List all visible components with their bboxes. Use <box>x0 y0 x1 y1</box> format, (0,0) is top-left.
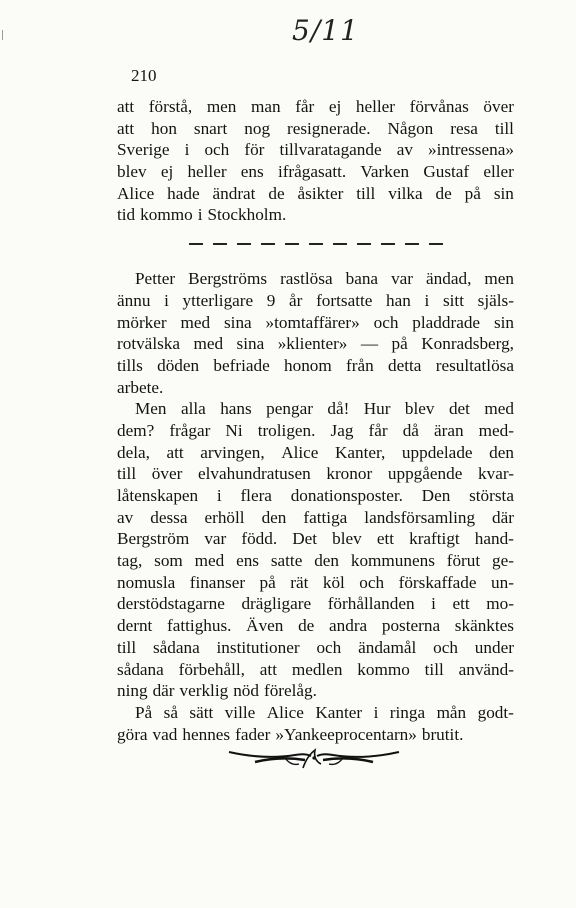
word: ge- <box>492 551 514 571</box>
word: den <box>314 551 340 571</box>
word: vilka <box>388 183 423 203</box>
word: får <box>368 420 388 440</box>
word: Gustaf <box>423 162 470 182</box>
word: Den <box>421 486 451 505</box>
word: själs- <box>477 290 514 310</box>
word: honom <box>284 355 332 375</box>
word: Alice <box>281 442 319 462</box>
word: heller <box>187 162 227 182</box>
word: donationsposter. <box>290 486 403 505</box>
word: över <box>151 464 183 484</box>
word: göra <box>117 724 148 744</box>
word: vad <box>152 724 178 744</box>
word: i <box>431 594 436 614</box>
word: arvingen, <box>200 442 265 462</box>
word: satte <box>270 551 303 571</box>
text-line <box>117 593 514 615</box>
word: att <box>117 118 135 138</box>
word: till <box>117 464 137 484</box>
word: hans <box>220 399 252 419</box>
word: och <box>359 572 385 592</box>
word: rotvälska <box>117 334 181 354</box>
text-line <box>117 463 514 485</box>
word: att <box>166 442 184 462</box>
word: verklig <box>179 681 229 701</box>
page-text <box>117 96 514 745</box>
text-line <box>117 485 514 507</box>
word: tid <box>117 205 136 225</box>
word: med <box>484 399 514 419</box>
word: född. <box>241 529 278 549</box>
word: sin <box>493 183 514 203</box>
word: dernt <box>117 616 153 636</box>
word: dessa <box>150 507 188 527</box>
word: kommo <box>140 205 193 225</box>
word: Kanter <box>315 702 363 722</box>
word: till <box>424 659 444 679</box>
word: alla <box>180 399 206 419</box>
word: Någon <box>387 118 434 138</box>
word: »tomtaffärer» <box>265 312 360 332</box>
word: sådana <box>117 659 164 679</box>
word: pengar <box>266 399 313 419</box>
word: sätt <box>189 702 214 722</box>
paragraph-3 <box>117 398 514 702</box>
word: förelåg. <box>263 681 317 701</box>
word: Det <box>292 529 318 549</box>
word: i <box>184 140 190 160</box>
word: i <box>373 702 379 722</box>
word: år <box>289 290 303 310</box>
word: i <box>424 290 430 310</box>
word: elvahundratusen <box>198 464 311 484</box>
word: i <box>216 486 222 505</box>
word: sina <box>236 334 265 354</box>
word: drägligare <box>241 594 312 614</box>
text-line <box>117 550 514 572</box>
word: skänktes <box>454 616 514 636</box>
word: Bergström <box>117 529 190 549</box>
word: Alice <box>117 183 155 203</box>
section-separator <box>117 230 514 258</box>
word: andra <box>329 616 368 636</box>
text-line <box>117 442 514 464</box>
word: detta <box>388 355 422 375</box>
word: snart <box>193 118 228 138</box>
word: sina <box>223 312 252 332</box>
word: fader <box>235 724 271 744</box>
word: kvar- <box>478 464 514 484</box>
word: för <box>244 140 265 160</box>
text-line <box>117 572 514 594</box>
word: nomusla <box>117 572 176 592</box>
word: låtenskapen <box>117 486 199 505</box>
word: förut <box>446 551 481 571</box>
word: över <box>483 97 514 116</box>
word: ifrågasatt. <box>277 162 347 182</box>
word: troligen. <box>257 420 316 440</box>
word: förskaffade <box>398 572 477 592</box>
word: ning <box>117 681 148 701</box>
word: till <box>117 637 137 657</box>
word: största <box>469 486 514 505</box>
word: ett <box>452 594 470 614</box>
word: de <box>435 183 452 203</box>
word: Men <box>135 399 167 419</box>
text-line <box>117 96 514 118</box>
word: och <box>373 312 399 332</box>
paragraph-4 <box>117 702 514 745</box>
word: un- <box>491 572 514 592</box>
text-line <box>117 702 514 724</box>
word: mörker <box>117 312 167 332</box>
word: heller <box>355 97 395 116</box>
word: »klienter» <box>277 334 348 354</box>
word: ett <box>376 529 395 549</box>
word: blev <box>117 162 147 182</box>
word: då! <box>327 399 350 419</box>
word: då <box>402 420 419 440</box>
word: resultatlösa <box>435 355 514 375</box>
word: med <box>194 551 225 571</box>
word: ändamål <box>358 637 417 657</box>
word: kommo <box>357 659 410 679</box>
word: fortsatte <box>316 290 373 310</box>
text-line <box>117 680 514 702</box>
text-line <box>117 637 514 659</box>
word: På <box>135 702 153 722</box>
word: äran <box>434 420 464 440</box>
word: med- <box>478 420 514 440</box>
word: så <box>163 702 178 722</box>
word: från <box>346 355 374 375</box>
word: ville <box>224 702 256 722</box>
word: använd- <box>458 659 514 679</box>
word: ej <box>160 162 174 182</box>
text-line <box>117 615 514 637</box>
word: Alice <box>266 702 304 722</box>
word: åsikter <box>297 183 344 203</box>
text-line <box>117 659 514 681</box>
word: förbehåll, <box>178 659 245 679</box>
word: ännu <box>117 290 151 310</box>
word: i <box>197 205 203 225</box>
word: Jag <box>330 420 354 440</box>
text-line <box>117 161 514 183</box>
word: köl <box>322 572 345 592</box>
word: nog <box>244 118 271 138</box>
word: han <box>386 290 411 310</box>
word: av <box>117 507 134 527</box>
word: tag, <box>117 551 143 571</box>
word: pladdrade <box>412 312 481 332</box>
paragraph-1 <box>117 96 514 226</box>
word: mo- <box>486 594 514 614</box>
text-line <box>117 377 514 399</box>
word: hand- <box>474 529 514 549</box>
word: den <box>489 442 514 462</box>
word: nöd <box>233 681 259 701</box>
word: och <box>316 637 342 657</box>
word: man <box>251 97 281 116</box>
word: frågar <box>169 420 211 440</box>
page-number: 210 <box>131 66 157 85</box>
word: men <box>484 269 514 289</box>
handwritten-page-mark: 5/11 <box>292 14 359 47</box>
word: hon <box>151 118 177 138</box>
word: »intressena» <box>428 140 514 160</box>
text-line <box>117 183 514 205</box>
word: Petter <box>135 269 176 289</box>
word: i <box>164 290 169 310</box>
word: bana <box>345 269 379 289</box>
word: på <box>391 334 408 354</box>
word: att <box>117 97 135 116</box>
word: och <box>204 140 230 160</box>
word: där <box>152 681 175 701</box>
word: med <box>193 334 224 354</box>
word: erhöll <box>204 507 245 527</box>
word: på <box>259 572 276 592</box>
word: eller <box>483 162 514 182</box>
word: institutioner <box>216 637 300 657</box>
word: arbete. <box>117 377 164 397</box>
word: att <box>259 659 277 679</box>
word: rät <box>290 572 309 592</box>
word: dem? <box>117 420 155 440</box>
text-line <box>117 204 514 226</box>
word: den <box>261 507 287 527</box>
word: Bergströms <box>188 269 268 289</box>
word: ändad, <box>426 269 472 289</box>
text-line <box>117 507 514 529</box>
text-line <box>117 290 514 312</box>
word: derstödstagarne <box>117 594 225 614</box>
word: flera <box>240 486 272 505</box>
word: rastlösa <box>280 269 333 289</box>
word: Varken <box>360 162 410 182</box>
word: till <box>494 118 514 138</box>
word: hade <box>167 183 200 203</box>
word: var <box>391 269 414 289</box>
word: Konradsberg, <box>421 334 514 354</box>
word: medlen <box>291 659 343 679</box>
word: blev <box>404 399 435 419</box>
word: ytterligare <box>182 290 254 310</box>
word: med <box>180 312 211 332</box>
word: hennes <box>182 724 231 744</box>
word: kommunens <box>350 551 435 571</box>
text-line <box>117 139 514 161</box>
word: de <box>268 183 285 203</box>
word: sådana <box>152 637 200 657</box>
word: »Yankeeprocentarn» <box>275 724 417 744</box>
word: det <box>448 399 470 419</box>
text-line <box>117 398 514 420</box>
word: kraftigt <box>409 529 460 549</box>
word: ens <box>240 162 264 182</box>
word: till <box>356 183 376 203</box>
word: där <box>492 507 514 527</box>
word: av <box>396 140 413 160</box>
word: posterna <box>381 616 441 636</box>
paragraph-2 <box>117 268 514 398</box>
text-line <box>117 312 514 334</box>
word: under <box>474 637 514 657</box>
word: förvånas <box>409 97 469 116</box>
word: tills <box>117 355 143 375</box>
word: och <box>433 637 458 657</box>
word: döden <box>157 355 200 375</box>
word: brutit. <box>421 724 464 744</box>
word: tillvaratagande <box>279 140 382 160</box>
word: blev <box>332 529 362 549</box>
word: förstå, <box>148 97 193 116</box>
word: mån <box>436 702 467 722</box>
word: Ni <box>225 420 243 440</box>
word: ens <box>236 551 259 571</box>
word: Stockholm. <box>207 205 287 225</box>
word: ringa <box>389 702 426 722</box>
text-line <box>117 420 514 442</box>
text-line <box>117 118 514 140</box>
word: befriade <box>213 355 270 375</box>
word: fattiga <box>303 507 348 527</box>
word: men <box>206 97 237 116</box>
word: kronor <box>326 464 373 484</box>
word: fattighus. <box>167 616 232 636</box>
word: Hur <box>363 399 391 419</box>
word: sitt <box>442 290 464 310</box>
word: landsförsamling <box>364 507 476 527</box>
word: Sverige <box>117 140 170 160</box>
word: var <box>204 529 227 549</box>
word: godt- <box>477 702 514 722</box>
margin-mark <box>2 30 6 40</box>
word: förhållanden <box>327 594 415 614</box>
word: finanser <box>189 572 246 592</box>
word: ändrat <box>212 183 256 203</box>
text-line <box>117 268 514 290</box>
word: ej <box>328 97 342 116</box>
word: dela, <box>117 442 150 462</box>
word: uppgående <box>387 464 463 484</box>
word: de <box>298 616 315 636</box>
word: Även <box>246 616 284 636</box>
word: uppdelade <box>401 442 473 462</box>
word: Kanter, <box>334 442 386 462</box>
word: som <box>154 551 183 571</box>
text-line <box>117 528 514 550</box>
word: sin <box>493 312 514 332</box>
text-line <box>117 355 514 377</box>
word: på <box>464 183 481 203</box>
end-ornament-icon <box>225 742 403 772</box>
word: får <box>295 97 315 116</box>
word: — <box>360 334 379 354</box>
word: resignerade. <box>286 118 371 138</box>
word: 9 <box>266 290 276 310</box>
word: resa <box>450 118 478 138</box>
text-line <box>117 333 514 355</box>
